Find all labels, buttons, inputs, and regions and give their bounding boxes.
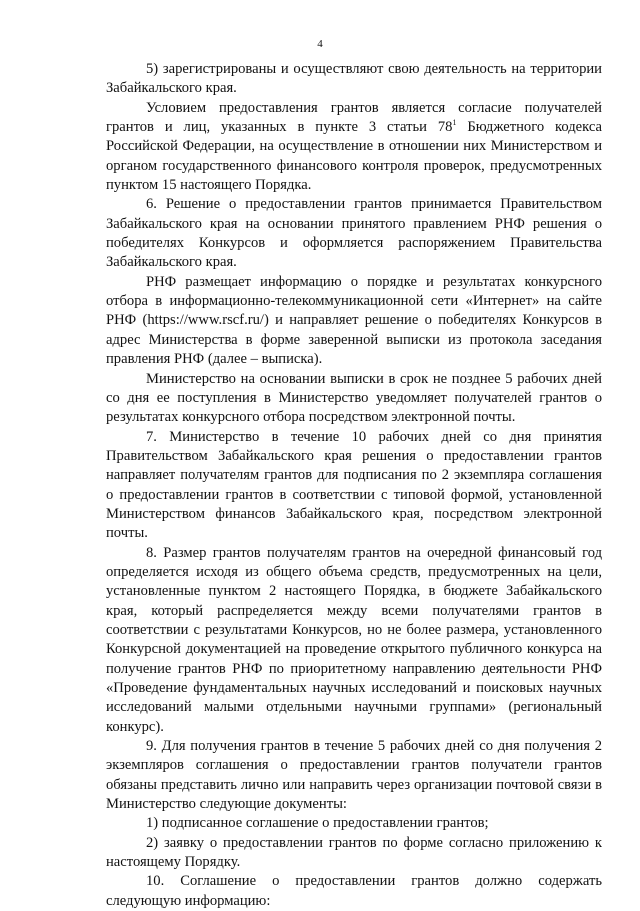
paragraph-consent-lead: Условием предоставления грантов является согласие получателей грантов и лиц, указанных в пункте 3 статьи 78 [106, 99, 602, 136]
paragraph-rnf-publication: РНФ размещает информацию о порядке и результатах конкурсного отбора в информационно-телекоммуникационной сети «Интернет» на сайте РНФ (https://www.rscf.ru/) и направляет решение о победителях Конкурсов в адрес Министерства в форме заверенной выписки из протокола заседания правления РНФ (далее – выписка). [106, 273, 602, 368]
paragraph-clause-9: 9. Для получения грантов в течение 5 рабочих дней со дня получения 2 экземпляров соглашения о предоставлении грантов получатели грантов обязаны представить лично или направить через организации почтовой связи в Министерство следующие документы: [106, 738, 602, 813]
paragraph-item-5: 5) зарегистрированы и осуществляют свою деятельность на территории Забайкальского края. [106, 61, 602, 97]
footnote-superscript: 1 [452, 118, 457, 128]
paragraph-clause-6: 6. Решение о предоставлении грантов принимается Правительством Забайкальского края на основании принятого правлением РНФ решения о победителях Конкурсов и оформляется распоряжением Правительства Забайкальского края. [106, 196, 602, 271]
list-item-signed-agreement: 1) подписанное соглашение о предоставлении грантов; [146, 815, 489, 832]
paragraph-clause-7: 7. Министерство в течение 10 рабочих дней со дня принятия Правительством Забайкальского края решения о предоставлении грантов направляет получателям грантов для подписания по 2 экземпляра соглашения о предоставлении грантов в соответствии с типовой формой, установленной Министерством финансов Забайкальского края, посредством электронной почты. [106, 428, 602, 542]
paragraph-consent-condition [106, 99, 602, 196]
paragraph-clause-8: 8. Размер грантов получателям грантов на очередной финансовый год определяется исходя из общего объема средств, предусмотренных на цели, установленные пунктом 2 настоящего Порядка, в бюджете Забайкальского края, который распределяется между всеми получателями грантов в соответствии с результатами Конкурсов, но не более размера, установленного Конкурсной документацией на проведение открытого публичного конкурса на получение грантов РНФ по приоритетному направлению деятельности РНФ «Проведение фундаментальных научных исследований и поисковых научных исследований малыми отдельными научными группами» (региональный конкурс). [106, 544, 602, 735]
paragraph-consent-rest: Бюджетного кодекса Российской Федерации, на осуществление в отношении них Министерством и органом государственного финансового контроля проверок, предусмотренных пунктом 15 настоящего Порядка. [106, 119, 602, 194]
paragraph-ministry-notification: Министерство на основании выписки в срок не позднее 5 рабочих дней со дня ее поступления в Министерство уведомляет получателей грантов о результатах конкурсного отбора посредством электронной почты. [106, 370, 602, 426]
document-body [106, 60, 602, 911]
paragraph-clause-10: 10. Соглашение о предоставлении грантов должно содержать следующую информацию: [106, 873, 602, 909]
page-number: 4 [317, 38, 323, 50]
list-item-application: 2) заявку о предоставлении грантов по форме согласно приложению к настоящему Порядку. [106, 834, 602, 871]
